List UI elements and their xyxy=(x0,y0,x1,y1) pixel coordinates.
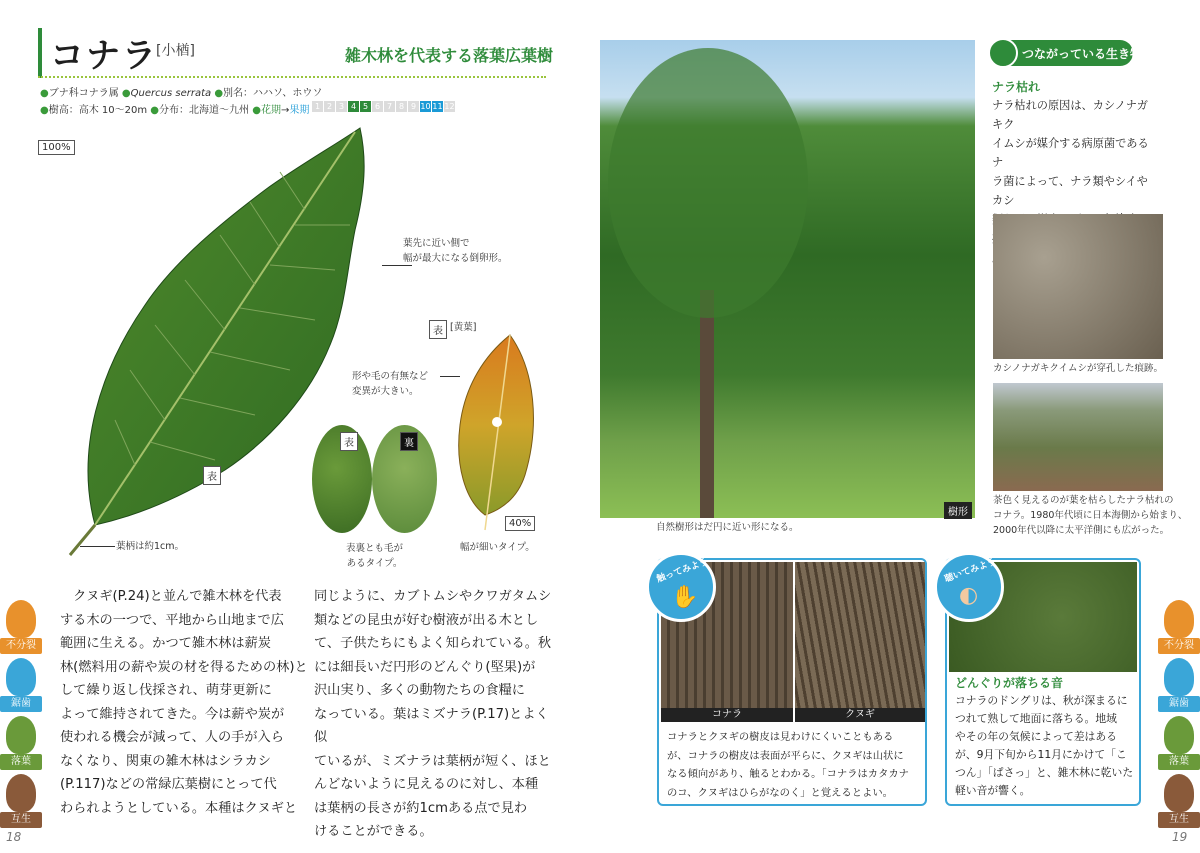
side-nav-item xyxy=(0,716,42,774)
page-number-left: 18 xyxy=(6,830,22,844)
tree-height: 樹高：高木 10～20m xyxy=(48,105,148,116)
yellow-tag: [黄葉] xyxy=(450,322,477,333)
side-nav-label: 不分裂 xyxy=(0,638,42,654)
leaf-type-icon xyxy=(1164,774,1194,812)
both-hair-caption: 表裏とも毛が あるタイプ。 xyxy=(346,543,404,569)
text-line: なっている。葉はミズナラ(P.17)とよく似 xyxy=(314,706,549,745)
petiole-caption: 葉柄は約1cm。 xyxy=(116,541,185,552)
text-line: つれて熟して地面に落ちる。地域 xyxy=(955,712,1117,725)
touch-badge-label: 触ってみよう xyxy=(655,556,710,585)
month-cell: 5 xyxy=(360,101,371,112)
closeup-back-label: 裏 xyxy=(400,432,418,451)
side-nav-label: 鋸歯 xyxy=(0,696,42,712)
connected-title: ナラ枯れ xyxy=(992,80,1041,94)
side-nav-label: 互生 xyxy=(0,812,42,828)
side-nav-label: 落葉 xyxy=(1158,754,1200,770)
scale-label-100: 100% xyxy=(38,140,75,155)
month-calendar xyxy=(312,101,455,112)
side-nav-item xyxy=(1158,600,1200,658)
month-cell: 8 xyxy=(396,101,407,112)
text-line: が、9月下旬から11月にかけて「こ xyxy=(955,748,1127,761)
side-nav-label: 鋸歯 xyxy=(1158,696,1200,712)
text-line: 沢山実り、多くの動物たちの食糧に xyxy=(314,683,525,698)
side-nav-right xyxy=(1158,600,1200,832)
month-cell: 4 xyxy=(348,101,359,112)
leaf-type-icon xyxy=(6,600,36,638)
month-cell: 2 xyxy=(324,101,335,112)
text-line: イムシが媒介する病原菌であるナ xyxy=(992,137,1149,169)
text-line: んどないように見えるのに対し、本種 xyxy=(314,777,539,792)
text-line: が、コナラの樹皮は表面が平らに、クヌギは山状に xyxy=(667,749,904,762)
leaf-type-icon xyxy=(1164,658,1194,696)
kunugi-label: クヌギ xyxy=(795,708,925,722)
text-line: コナラのドングリは、秋が深まるに xyxy=(955,694,1128,707)
text-line: けることができる。 xyxy=(314,824,433,839)
tagline: 雑木林を代表する落葉広葉樹 xyxy=(345,46,554,65)
month-cell: 7 xyxy=(384,101,395,112)
side-nav-label: 不分裂 xyxy=(1158,638,1200,654)
body-text-middle xyxy=(314,585,554,844)
text-line: つん」「ぱさっ」と、雑木林に乾いた xyxy=(955,766,1134,779)
text-line: 範囲に生える。かつて雑木林は薪炭 xyxy=(60,636,271,651)
range: 分布：北海道～九州 xyxy=(159,105,250,116)
text-line: 類などの昆虫が好む樹液が出る木とし xyxy=(314,612,539,628)
text-line: には細長いだ円形のどんぐり(堅果)が xyxy=(314,659,536,675)
bug-icon xyxy=(988,38,1018,68)
text-line: ラ菌によって、ナラ類やシイやカシ xyxy=(992,175,1148,207)
listen-badge xyxy=(934,552,1004,622)
closeup-front-label: 表 xyxy=(340,432,358,451)
text-line: なくなり、関東の雑木林はシラカシ xyxy=(60,753,271,769)
text-line: よって維持されてきた。今は薪や炭が xyxy=(60,706,285,722)
touch-badge xyxy=(646,552,716,622)
body-text-left xyxy=(60,585,310,820)
title-accent-bar xyxy=(38,28,42,78)
widest-caption: 葉先に近い側で 幅が最大になる倒卵形。 xyxy=(403,238,508,264)
text-line: ているが、ミズナラは葉柄が短く、ほと xyxy=(314,753,551,769)
text-line: やその年の気候によって差はある xyxy=(955,730,1117,743)
month-cell: 10 xyxy=(420,102,431,111)
month-cell: 1 xyxy=(312,101,323,112)
leaf-type-icon xyxy=(6,716,36,754)
listen-badge-label: 聴いてみよう xyxy=(943,556,998,585)
scientific-name: Quercus serrata xyxy=(130,88,212,99)
arrow: → xyxy=(280,105,290,116)
text-line: ナラ枯れの原因は、カシノナガキク xyxy=(992,99,1148,131)
title-kanji: [小楢] xyxy=(156,43,195,59)
text-line: クヌギ(P.24)と並んで雑木林を代表 xyxy=(60,589,282,604)
text-line: (P.117)などの常緑広葉樹にとって代 xyxy=(60,777,277,792)
text-line: 同じように、カブトムシやクワガタムシ xyxy=(314,589,552,604)
tree-caption: 自然樹形はだ円に近い形になる。 xyxy=(656,522,799,533)
month-cell: 12 xyxy=(444,102,455,111)
text-line: 林(燃料用の薪や炭の材を得るための林)と xyxy=(60,659,308,675)
family: ブナ科コナラ属 xyxy=(48,88,119,99)
kunugi-bark-photo xyxy=(795,562,925,722)
konara-label: コナラ xyxy=(661,708,793,722)
text-line: なる傾向があり、触るとわかる。「コナラはカタカナ xyxy=(667,768,909,780)
side-nav-item xyxy=(0,774,42,832)
side-nav-item xyxy=(0,658,42,716)
tree-photo xyxy=(600,40,975,518)
variation-caption: 形や毛の有無など 変異が大きい。 xyxy=(352,371,429,397)
side-nav-left xyxy=(0,600,42,832)
flower-label: 花期 xyxy=(260,105,281,116)
leaf-type-icon xyxy=(1164,600,1194,638)
meta-line-1: ●ブナ科コナラ属 ●Quercus serrata ●別名：ハハソ、ホウソ xyxy=(40,88,323,99)
dead-tree-caption: 茶色く見えるのが葉を枯らしたナラ枯れの コナラ。1980年代頃に日本海側から始まり、 2000年代以降に太平洋側にも広がった。 xyxy=(993,495,1188,536)
text-line: は葉柄の長さが約1cmある点で見わ xyxy=(314,800,528,816)
text-line: して繰り返し伐採され、萌芽更新に xyxy=(60,683,272,698)
variation-pointer xyxy=(440,376,460,377)
side-nav-item xyxy=(1158,716,1200,774)
connected-banner-label: つながっている生き物 xyxy=(1022,47,1143,61)
forest-aerial-photo xyxy=(993,383,1163,491)
leaf-type-icon xyxy=(6,658,36,696)
side-nav-item xyxy=(0,600,42,658)
fruit-label: 果期 xyxy=(289,105,310,116)
text-line: コナラとクヌギの樹皮は見わけにくいこともある xyxy=(667,731,894,743)
yellow-leaf-image xyxy=(445,330,545,535)
text-line: 軽い音が響く。 xyxy=(955,784,1031,797)
month-cell: 9 xyxy=(408,101,419,112)
side-nav-label: 落葉 xyxy=(0,754,42,770)
petiole-pointer xyxy=(80,546,115,547)
listen-text xyxy=(955,692,1135,800)
scale-label-40: 40% xyxy=(505,516,535,531)
side-nav-item xyxy=(1158,774,1200,832)
beetle-caption: カシノナガキクイムシが穿孔した痕跡。 xyxy=(993,363,1163,374)
text-line: のコ、クヌギはひらがなのく」と覚えるとよい。 xyxy=(667,786,893,799)
hand-icon: ✋ xyxy=(671,585,699,610)
ear-icon: ◐ xyxy=(959,583,979,608)
text-line: わられようとしている。本種はクヌギと xyxy=(60,800,298,816)
dotted-divider xyxy=(38,76,546,78)
month-cell: 6 xyxy=(372,101,383,112)
meta-line-2: ●樹高：高木 10～20m ●分布：北海道～九州 ●花期→果期 xyxy=(40,105,310,116)
side-nav-item xyxy=(1158,658,1200,716)
page-title: コナラ xyxy=(50,36,158,76)
narrow-caption: 幅が細いタイプ。 xyxy=(460,542,535,553)
text-line: て、子供たちにもよく知られている。秋 xyxy=(314,636,552,651)
trunk xyxy=(700,290,714,518)
leaf-front-label: 表 xyxy=(203,466,221,485)
listen-title: どんぐりが落ちる音 xyxy=(955,676,1064,690)
alias: 別名：ハハソ、ホウソ xyxy=(223,88,323,99)
page-number-right: 19 xyxy=(1172,830,1188,844)
bark-hole-photo xyxy=(993,214,1163,359)
touch-text xyxy=(667,728,923,802)
leaf-type-icon xyxy=(6,774,36,812)
month-cell: 11 xyxy=(432,102,443,111)
leaf-type-icon xyxy=(1164,716,1194,754)
canopy xyxy=(608,48,808,318)
text-line: 使われる機会が減って、人の手が入ら xyxy=(60,730,284,745)
yellow-front-label: 表 xyxy=(429,320,447,339)
month-cell: 3 xyxy=(336,101,347,112)
text-line: する木の一つで、平地から山地まで広 xyxy=(60,612,284,628)
tree-tag: 樹形 xyxy=(944,502,972,519)
side-nav-label: 互生 xyxy=(1158,812,1200,828)
